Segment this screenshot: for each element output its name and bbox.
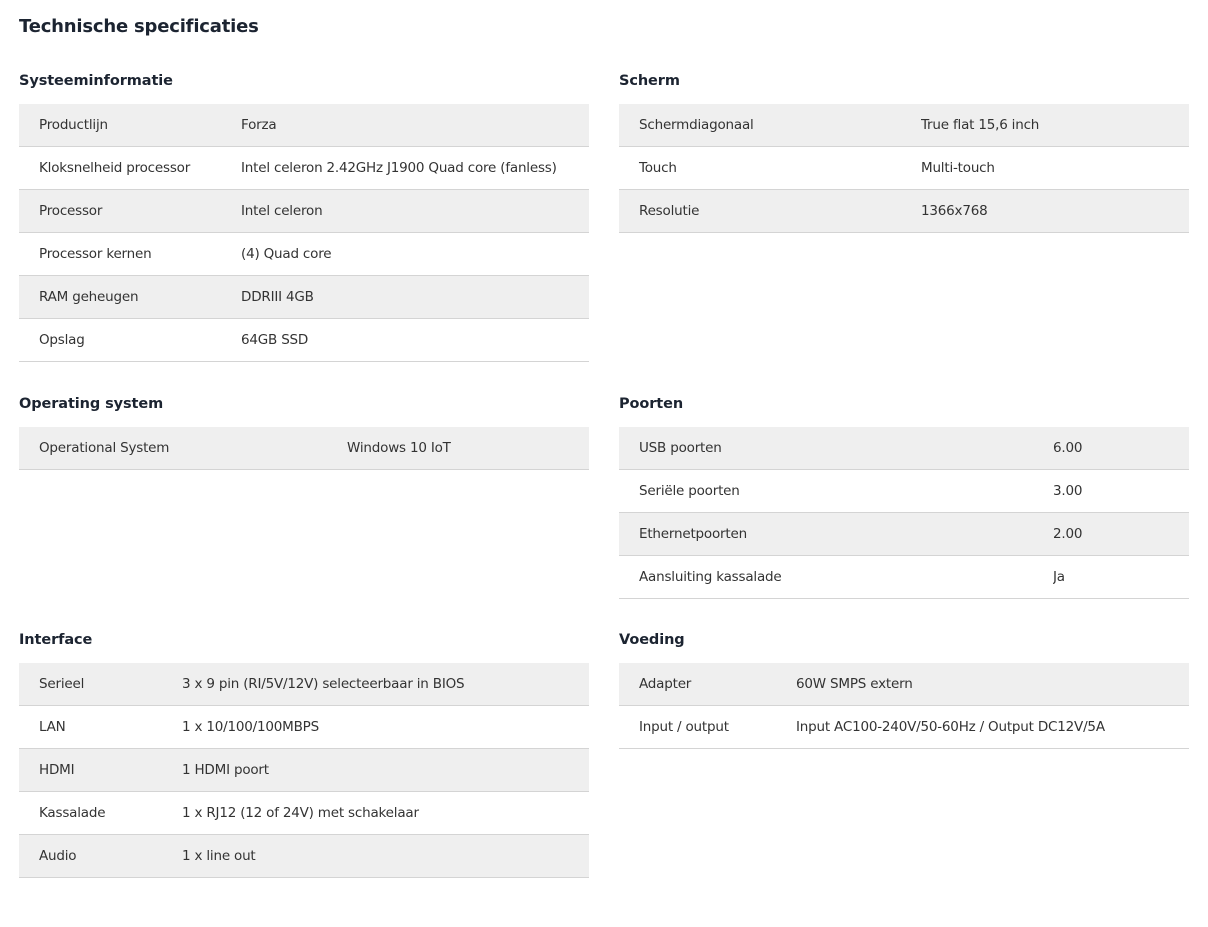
section-systeeminformatie [19, 70, 589, 362]
table-row [19, 835, 589, 878]
spec-value: 64GB SSD [241, 332, 309, 348]
spec-label: Kassalade [39, 805, 106, 821]
spec-label: RAM geheugen [39, 289, 139, 305]
spec-table [619, 104, 1189, 233]
spec-value: 1 HDMI poort [182, 762, 269, 778]
section-heading: Operating system [19, 396, 164, 412]
table-row [619, 663, 1189, 706]
spec-value: 2.00 [1053, 526, 1083, 542]
spec-table [619, 427, 1189, 599]
table-row [19, 233, 589, 276]
spec-label: LAN [39, 719, 66, 735]
spec-value: 1366x768 [921, 203, 988, 219]
spec-value: DDRIII 4GB [241, 289, 314, 305]
spec-table [19, 104, 589, 362]
table-row [19, 190, 589, 233]
table-row [19, 792, 589, 835]
section-interface [19, 629, 589, 878]
spec-value: 1 x RJ12 (12 of 24V) met schakelaar [182, 805, 419, 821]
spec-table [19, 663, 589, 878]
table-row [19, 706, 589, 749]
spec-label: Input / output [639, 719, 729, 735]
table-row [619, 556, 1189, 599]
spec-table [619, 663, 1189, 749]
spec-label: Kloksnelheid processor [39, 160, 191, 176]
spec-label: Adapter [639, 676, 692, 692]
section-heading: Voeding [619, 632, 685, 648]
spec-label: Touch [639, 160, 677, 176]
spec-value: True flat 15,6 inch [921, 117, 1040, 133]
section-heading: Scherm [619, 73, 680, 89]
section-scherm [619, 70, 1189, 233]
spec-label: Audio [39, 848, 77, 864]
spec-label: Operational System [39, 440, 170, 456]
spec-value: 60W SMPS extern [796, 676, 913, 692]
spec-value: 6.00 [1053, 440, 1083, 456]
table-row [619, 470, 1189, 513]
page-title: Technische specificaties [19, 16, 259, 37]
spec-value: Forza [241, 117, 277, 133]
spec-value: Ja [1053, 569, 1065, 585]
table-row [19, 276, 589, 319]
spec-label: Processor kernen [39, 246, 152, 262]
spec-label: Seriële poorten [639, 483, 740, 499]
spec-label: Schermdiagonaal [639, 117, 754, 133]
table-row [19, 749, 589, 792]
spec-label: Opslag [39, 332, 85, 348]
spec-label: Ethernetpoorten [639, 526, 747, 542]
spec-label: HDMI [39, 762, 75, 778]
spec-label: USB poorten [639, 440, 722, 456]
spec-value: Intel celeron 2.42GHz J1900 Quad core (fanless) [241, 160, 557, 176]
section-heading: Systeeminformatie [19, 73, 173, 89]
spec-label: Processor [39, 203, 103, 219]
spec-value: 1 x 10/100/100MBPS [182, 719, 319, 735]
table-row [19, 427, 589, 470]
spec-value: Multi-touch [921, 160, 995, 176]
table-row [19, 319, 589, 362]
table-row [619, 513, 1189, 556]
spec-label: Aansluiting kassalade [639, 569, 782, 585]
table-row [19, 147, 589, 190]
spec-value: 1 x line out [182, 848, 256, 864]
section-heading: Interface [19, 632, 93, 648]
spec-value: Input AC100-240V/50-60Hz / Output DC12V/5A [796, 719, 1105, 735]
spec-value: Windows 10 IoT [347, 440, 451, 456]
spec-label: Resolutie [639, 203, 700, 219]
spec-value: Intel celeron [241, 203, 323, 219]
spec-value: (4) Quad core [241, 246, 332, 262]
section-voeding [619, 629, 1189, 749]
table-row [619, 190, 1189, 233]
spec-label: Serieel [39, 676, 85, 692]
spec-value: 3.00 [1053, 483, 1083, 499]
table-row [619, 706, 1189, 749]
table-row [619, 147, 1189, 190]
section-poorten [619, 393, 1189, 599]
spec-label: Productlijn [39, 117, 108, 133]
section-operating-system [19, 393, 589, 470]
section-heading: Poorten [619, 396, 684, 412]
table-row [619, 427, 1189, 470]
table-row [19, 663, 589, 706]
table-row [19, 104, 589, 147]
spec-value: 3 x 9 pin (RI/5V/12V) selecteerbaar in BIOS [182, 676, 465, 692]
table-row [619, 104, 1189, 147]
spec-table [19, 427, 589, 470]
